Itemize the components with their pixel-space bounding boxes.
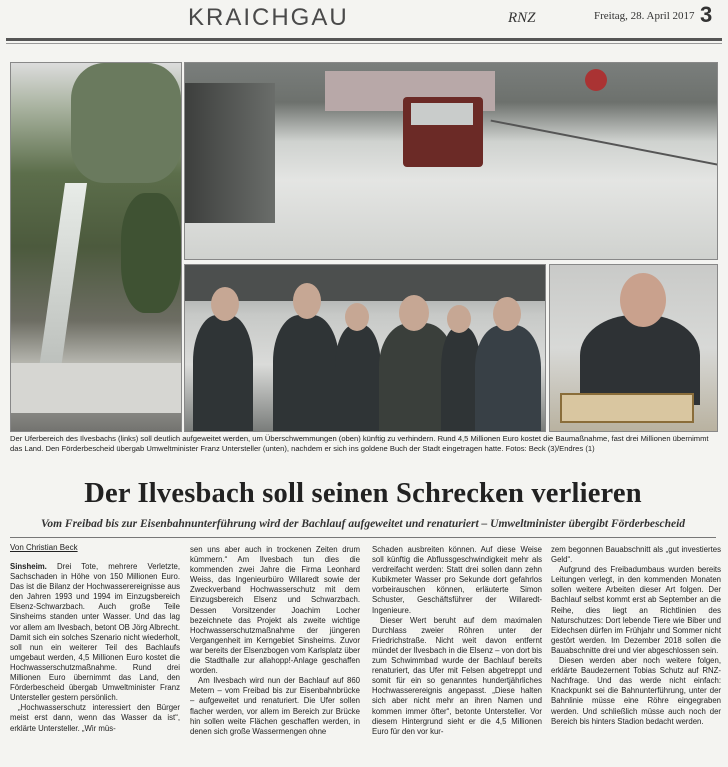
article-headline: Der Ilvesbach soll seinen Schrecken verlieren xyxy=(84,478,642,509)
photo-ilvesbach-stream xyxy=(10,62,182,432)
minister xyxy=(580,315,700,405)
person xyxy=(475,325,541,431)
person xyxy=(335,325,381,431)
person-head xyxy=(211,287,239,321)
person-head xyxy=(399,295,429,331)
article-column-3 xyxy=(372,545,542,750)
paragraph: Aufgrund des Freibadumbaus wurden bereits Leitungen verlegt, in den kommenden Monaten sollen weitere Arbeiten dieser Art folgen. Der Bachlauf selbst kommt erst ab September an die Reihe, dies liegt an Richtlinien des Naturschutzes: Dort lebende Tiere wie Biber und Eidechsen dürfen im Frühjahr und Sommer nicht gestört werden. Im Dezember 2018 sollen die Bauabschnitte drei und vier abgeschlossen sein. xyxy=(551,565,721,655)
person xyxy=(193,315,253,431)
article-author: Von Christian Beck xyxy=(10,543,78,552)
person xyxy=(273,315,339,431)
article-subline: Vom Freibad bis zur Eisenbahnunterführung wird der Bachlauf aufgeweitet und renaturiert – Umweltminister übergibt Förderbescheid xyxy=(40,518,686,530)
person-head xyxy=(447,305,471,333)
photo-minister-signing xyxy=(549,264,718,432)
truck-cab xyxy=(411,103,473,125)
paragraph-text: Drei Tote, mehrere Verletzte, Sachschaden in Höhe von 150 Millionen Euro. Das ist die Bilanz der Hochwasserereignisse aus den Jahren 1993 und 1994 im Einzugsbereich Elsenz-Schwarzbach. Auch große Teile Sinsheims standen unter Wasser. Und das lag vor allem am Ilvesbach, betont OB Jörg Albrecht. Damit sich ein solches Szenario nicht wiederholt, soll nun ein weiterer Teil des Bachlaufs umgebaut werden, 4,5 Millionen Euro kostet die Hochwasserschutzmaßnahme. Rund drei Millionen Euro übernimmt das Land, den Förderbescheid übergab Umweltminister Franz Untersteller gestern persönlich. xyxy=(10,562,180,703)
article-column-1 xyxy=(10,562,180,767)
paragraph xyxy=(10,562,180,703)
paragraph: Am Ilvesbach wird nun der Bachlauf auf 860 Metern – vom Freibad bis zur Eisenbahnbrücke – aufgeweitet und renaturiert. Die Ufer sollen flacher werden, vor allem im Bereich zur Brücke hin sollen weite Flächen geschaffen werden, in denen sich große Wassermengen ohne xyxy=(190,676,360,736)
article-column-2 xyxy=(190,545,360,750)
photo-caption: Der Uferbereich des Ilvesbachs (links) soll deutlich aufgeweitet werden, um Überschwemmungen (oben) künftig zu verhindern. Rund 4,5 Millionen Euro kostet die Baumaßnahme, fast drei Millionen übernimmt das Land. Den Förderbescheid übergab Umweltminister Franz Untersteller (unten), nachdem er sich ins goldene Buch der Stadt eingetragen hatte. Fotos: Beck (3)/Endres (1) xyxy=(10,434,709,453)
person-head xyxy=(293,283,321,319)
person-head xyxy=(345,303,369,331)
paragraph: Schaden ausbreiten können. Auf diese Weise soll künftig die Abflussgeschwindigkeit mehr als verdreifacht werden: Statt drei sollen dann zehn Kubikmeter Wasser pro Sekunde dort gefahrlos vorbeirauschen können, erläuterte Simon Schuster, Geschäftsführer der Willaredt-Ingenieure. xyxy=(372,545,542,615)
tent-roof xyxy=(185,265,545,301)
photo-flooded-street xyxy=(184,62,718,260)
photo-officials-group xyxy=(184,264,546,432)
stream xyxy=(37,183,87,383)
railing xyxy=(479,120,718,225)
golden-book xyxy=(560,393,694,423)
paragraph: Dieser Wert beruht auf dem maximalen Durchlass zweier Röhren unter der Friedrichstraße. Nicht weit davon entfernt mündet der Ilvesbach in die Elsenz – von dort bis zum Schwimmbad wurde der Bachlauf bereits renaturiert, das Ufer mit Felsen abgetreppt und somit für ein so genanntes hundertjährliches Hochwasserereignis angepasst. „Diese halten sich aber nicht mehr an ihren Namen und kommen immer öfter“, betonte Untersteller. Vor diesem Hintergrund sieht er die 4,5 Millionen Euro für den vor kur- xyxy=(372,615,542,736)
fence-left xyxy=(185,83,275,223)
dateline: Sinsheim. xyxy=(10,562,47,571)
paragraph: zem begonnen Bauabschnitt als „gut investiertes Geld“. xyxy=(551,545,721,565)
header-rule xyxy=(6,38,722,41)
paragraph: „Hochwasserschutz interessiert den Bürger meist erst dann, wenn das Wasser da ist“, erklärte Untersteller. „Wir müs- xyxy=(10,703,180,733)
tree xyxy=(71,63,181,183)
subline-rule xyxy=(10,537,716,538)
article-column-4 xyxy=(551,545,721,750)
paragraph: sen uns aber auch in trockenen Zeiten drum kümmern.“ Am Ilvesbach tun dies die kommenden zwei Jahre die Firma Leonhard Weiss, das Ingenieurbüro Willaredt sowie der Zweckverband Hochwasserschutz mit dem Einzugsbereich Elsenz und Schwarzbach. Dessen Vorsitzender Joachim Locher bezeichnete das Projekt als zweite wichtige Hochwasserschutzmaßnahme der jüngeren Vergangenheit im Kerngebiet Sinsheims. Zuvor war bereits der Elsenzbogen vom Karlsplatz über die Stadthalle zur allahopp!-Anlage geschaffen worden. xyxy=(190,545,360,676)
paragraph: Diesen werden aber noch weitere folgen, erklärte Baudezernent Tobias Schutz auf RNZ-Nachfrage. Und das werde nicht einfach: Knackpunkt sei die Bahnunterführung, unter der Bahnlinie müsse eine Röhre eingegraben werden. Und schließlich müsse auch noch der Bereich bis hinters Stadion bedacht werden. xyxy=(551,656,721,726)
person-head xyxy=(493,297,521,331)
issue-date: Freitag, 28. April 2017 xyxy=(594,10,695,22)
header-rule-thin xyxy=(6,43,722,44)
newspaper-logo: RNZ xyxy=(508,10,536,26)
traffic-sign xyxy=(585,69,607,91)
stone-wall xyxy=(11,363,181,413)
section-title: KRAICHGAU xyxy=(188,4,349,31)
bush xyxy=(121,193,181,313)
page-number: 3 xyxy=(700,2,713,27)
minister-head xyxy=(620,273,666,327)
